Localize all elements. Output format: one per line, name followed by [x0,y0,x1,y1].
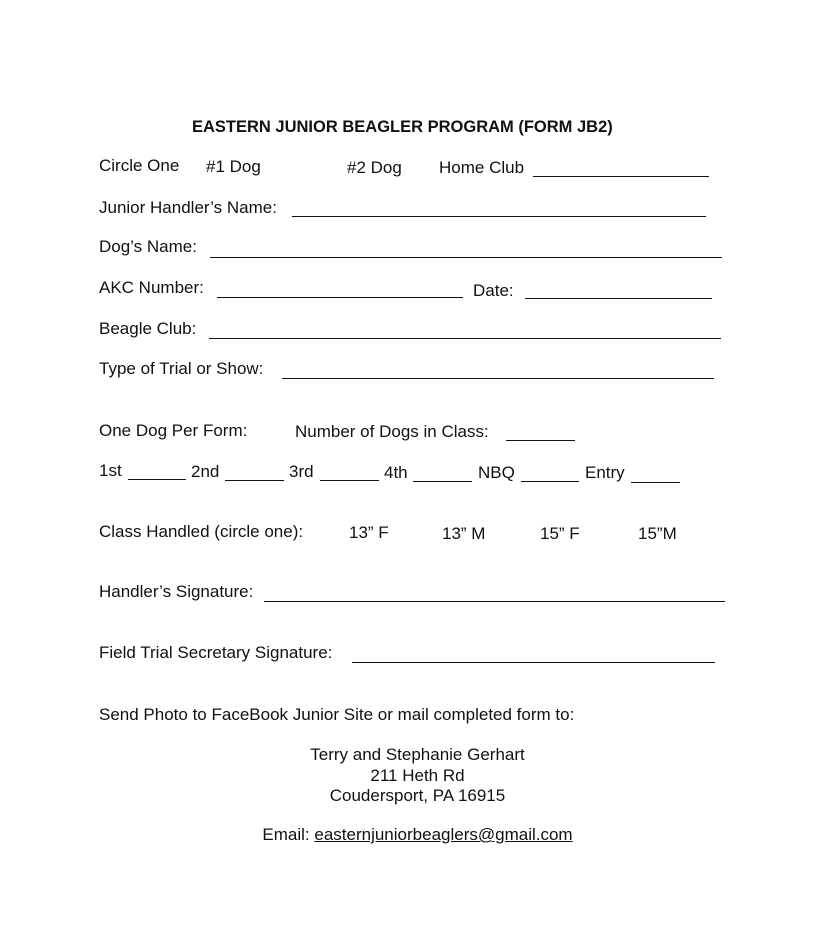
class-option-15m[interactable]: 15”M [638,524,677,543]
circle-one-label: Circle One [99,156,180,175]
contact-city: Coudersport, PA 16915 [329,786,506,805]
beagle-club-label: Beagle Club: [99,319,197,338]
date-field[interactable] [525,298,712,299]
dog-option-2[interactable]: #2 Dog [347,158,402,177]
placement-4th-field[interactable] [413,481,472,482]
placement-3rd-field[interactable] [320,480,379,481]
contact-street: 211 Heth Rd [370,766,465,785]
home-club-field[interactable] [533,176,709,177]
dogs-name-field[interactable] [210,257,722,258]
number-of-dogs-field[interactable] [506,440,575,441]
handler-signature-field[interactable] [264,601,725,602]
one-dog-per-form-label: One Dog Per Form: [99,421,248,440]
secretary-signature-field[interactable] [352,662,715,663]
email-label: Email: [262,825,310,844]
placement-entry-label: Entry [585,463,625,482]
placement-entry-field[interactable] [631,482,680,483]
placement-3rd-label: 3rd [289,462,314,481]
email-line [0,825,835,845]
email-link[interactable]: easternjuniorbeaglers@gmail.com [314,825,573,844]
contact-name: Terry and Stephanie Gerhart [310,745,525,764]
type-of-trial-field[interactable] [282,378,714,379]
placement-nbq-label: NBQ [478,463,515,482]
class-option-13m[interactable]: 13” M [442,524,486,543]
class-option-15f[interactable]: 15” F [540,524,580,543]
junior-handler-name-label: Junior Handler’s Name: [99,198,277,217]
secretary-signature-label: Field Trial Secretary Signature: [99,643,333,662]
number-of-dogs-label: Number of Dogs in Class: [295,422,489,441]
class-option-13f[interactable]: 13” F [349,523,389,542]
akc-number-field[interactable] [217,297,463,298]
placement-1st-label: 1st [99,461,122,480]
placement-nbq-field[interactable] [521,481,579,482]
send-instruction: Send Photo to FaceBook Junior Site or mail completed form to: [99,705,575,724]
junior-handler-name-field[interactable] [292,216,706,217]
dog-option-1[interactable]: #1 Dog [206,157,261,176]
handler-signature-label: Handler’s Signature: [99,582,254,601]
placement-2nd-label: 2nd [191,462,220,481]
akc-number-label: AKC Number: [99,278,204,297]
class-handled-label: Class Handled (circle one): [99,522,304,541]
beagle-club-field[interactable] [209,338,721,339]
form-title: EASTERN JUNIOR BEAGLER PROGRAM (FORM JB2) [192,118,613,136]
home-club-label: Home Club [439,158,525,177]
dogs-name-label: Dog’s Name: [99,237,197,256]
date-label: Date: [473,281,514,300]
type-of-trial-label: Type of Trial or Show: [99,359,264,378]
placement-4th-label: 4th [384,463,408,482]
placement-2nd-field[interactable] [225,480,284,481]
placement-1st-field[interactable] [128,479,186,480]
